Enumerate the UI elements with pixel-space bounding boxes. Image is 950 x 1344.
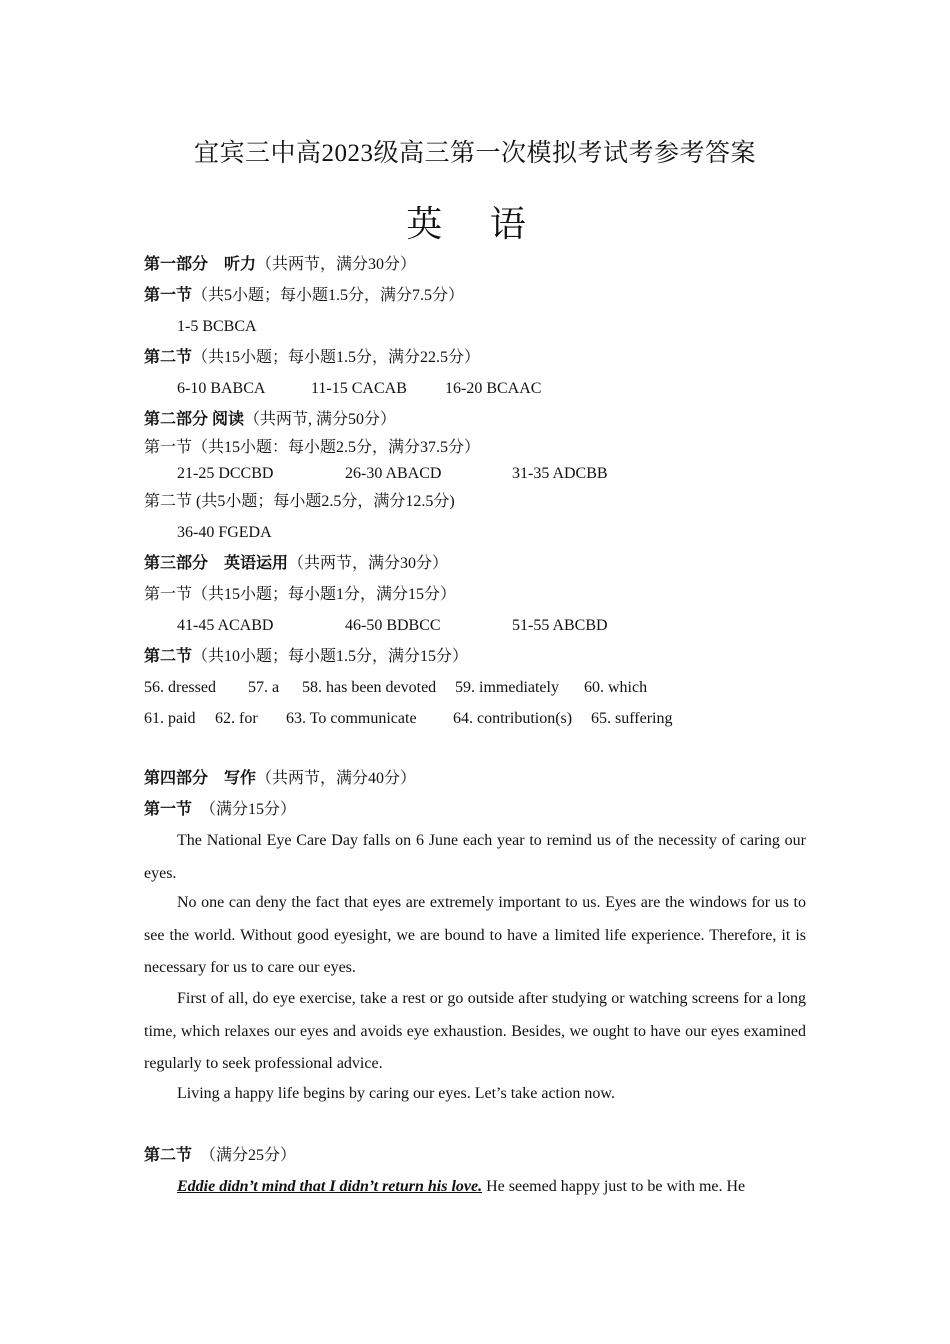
part1-sec2-line bbox=[144, 348, 480, 368]
part4-heading-line bbox=[144, 769, 416, 789]
part1-heading-line bbox=[144, 255, 416, 275]
subject-title: 英 语 bbox=[406, 204, 544, 245]
fill-answer: 60. which bbox=[584, 679, 648, 696]
answer-group: 1-5 BCBCA bbox=[177, 318, 257, 335]
part3-sec2-label: 第二节 bbox=[144, 648, 193, 665]
essay-paragraph: No one can deny the fact that eyes are extremely important to us. Eyes are the windows for us to see the world. Without good eyesight, we are bound to have a limited life experience. Therefore, it is necessary for us to care our eyes. bbox=[144, 894, 806, 976]
answer-group: 26-30 ABACD bbox=[345, 465, 442, 482]
part4-sec1-label: 第一节 bbox=[144, 801, 193, 818]
answer-group: 6-10 BABCA bbox=[177, 380, 266, 397]
continuation-text: He seemed happy just to be with me. He bbox=[482, 1178, 746, 1195]
part4-sec1-note: （满分15分） bbox=[192, 801, 297, 818]
part4-sec2-note: （满分25分） bbox=[192, 1147, 297, 1164]
part1-heading: 第一部分 听力 bbox=[144, 256, 257, 273]
part2-heading-line bbox=[144, 410, 396, 430]
answer-group: 16-20 BCAAC bbox=[445, 380, 542, 397]
fill-answer: 57. a bbox=[248, 679, 280, 696]
page-title: 宜宾三中高2023级高三第一次模拟考试考参考答案 bbox=[193, 140, 756, 167]
part3-heading: 第三部分 英语运用 bbox=[144, 555, 289, 572]
answer-group: 51-55 ABCBD bbox=[512, 617, 608, 634]
answer-group: 21-25 DCCBD bbox=[177, 465, 274, 482]
part1-sec1-line bbox=[144, 286, 464, 306]
part3-heading-line bbox=[144, 554, 448, 574]
answer-group: 11-15 CACAB bbox=[311, 380, 407, 397]
part1-sec1-note: （共5小题；每小题1.5分，满分7.5分） bbox=[192, 287, 465, 304]
part2-sec2-line: 第二节 (共5小题；每小题2.5分，满分12.5分) bbox=[144, 493, 455, 510]
part4-heading: 第四部分 写作 bbox=[144, 770, 257, 787]
part1-sec1-label: 第一节 bbox=[144, 287, 193, 304]
fill-answer: 58. has been devoted bbox=[302, 679, 437, 696]
part3-sec2-line bbox=[144, 647, 468, 667]
part4-sec2-label: 第二节 bbox=[144, 1147, 193, 1164]
answer-group: 36-40 FGEDA bbox=[177, 524, 272, 541]
essay-paragraph: The National Eye Care Day falls on 6 June each year to remind us of the necessity of caring our eyes. bbox=[144, 832, 806, 882]
continuation-lead-sentence: Eddie didn’t mind that I didn’t return his love. bbox=[177, 1178, 483, 1195]
part4-sec1-line bbox=[144, 800, 296, 820]
part3-sec1-line: 第一节（共15小题；每小题1分，满分15分） bbox=[144, 586, 457, 603]
essay-paragraph: Living a happy life begins by caring our eyes. Let’s take action now. bbox=[177, 1085, 615, 1102]
part2-sec1-line: 第一节（共15小题：每小题2.5分，满分37.5分） bbox=[144, 439, 481, 456]
answer-group: 41-45 ACABD bbox=[177, 617, 274, 634]
essay-paragraph: First of all, do eye exercise, take a rest or go outside after studying or watching screens for a long time, which relaxes our eyes and avoids eye exhaustion. Besides, we ought to have our eyes examined regularly to seek professional advice. bbox=[144, 990, 806, 1072]
part2-heading-note: （共两节, 满分50分） bbox=[244, 411, 397, 428]
answer-group: 31-35 ADCBB bbox=[512, 465, 608, 482]
fill-answer: 64. contribution(s) bbox=[453, 710, 573, 727]
fill-answer: 59. immediately bbox=[455, 679, 559, 696]
fill-answer: 63. To communicate bbox=[286, 710, 417, 727]
part2-heading: 第二部分 阅读 bbox=[144, 411, 245, 428]
part1-sec2-label: 第二节 bbox=[144, 349, 193, 366]
fill-answer: 62. for bbox=[215, 710, 258, 727]
part1-sec2-note: （共15小题；每小题1.5分，满分22.5分） bbox=[192, 349, 481, 366]
answer-group: 46-50 BDBCC bbox=[345, 617, 441, 634]
continuation-paragraph bbox=[144, 1171, 806, 1204]
fill-answer: 61. paid bbox=[144, 710, 196, 727]
part3-sec2-note: （共10小题；每小题1.5分，满分15分） bbox=[192, 648, 469, 665]
fill-answer: 56. dressed bbox=[144, 679, 216, 696]
part4-heading-note: （共两节，满分40分） bbox=[256, 770, 417, 787]
fill-answer: 65. suffering bbox=[591, 710, 673, 727]
part1-heading-note: （共两节，满分30分） bbox=[256, 256, 417, 273]
part4-sec2-line bbox=[144, 1146, 296, 1166]
part3-heading-note: （共两节，满分30分） bbox=[288, 555, 449, 572]
